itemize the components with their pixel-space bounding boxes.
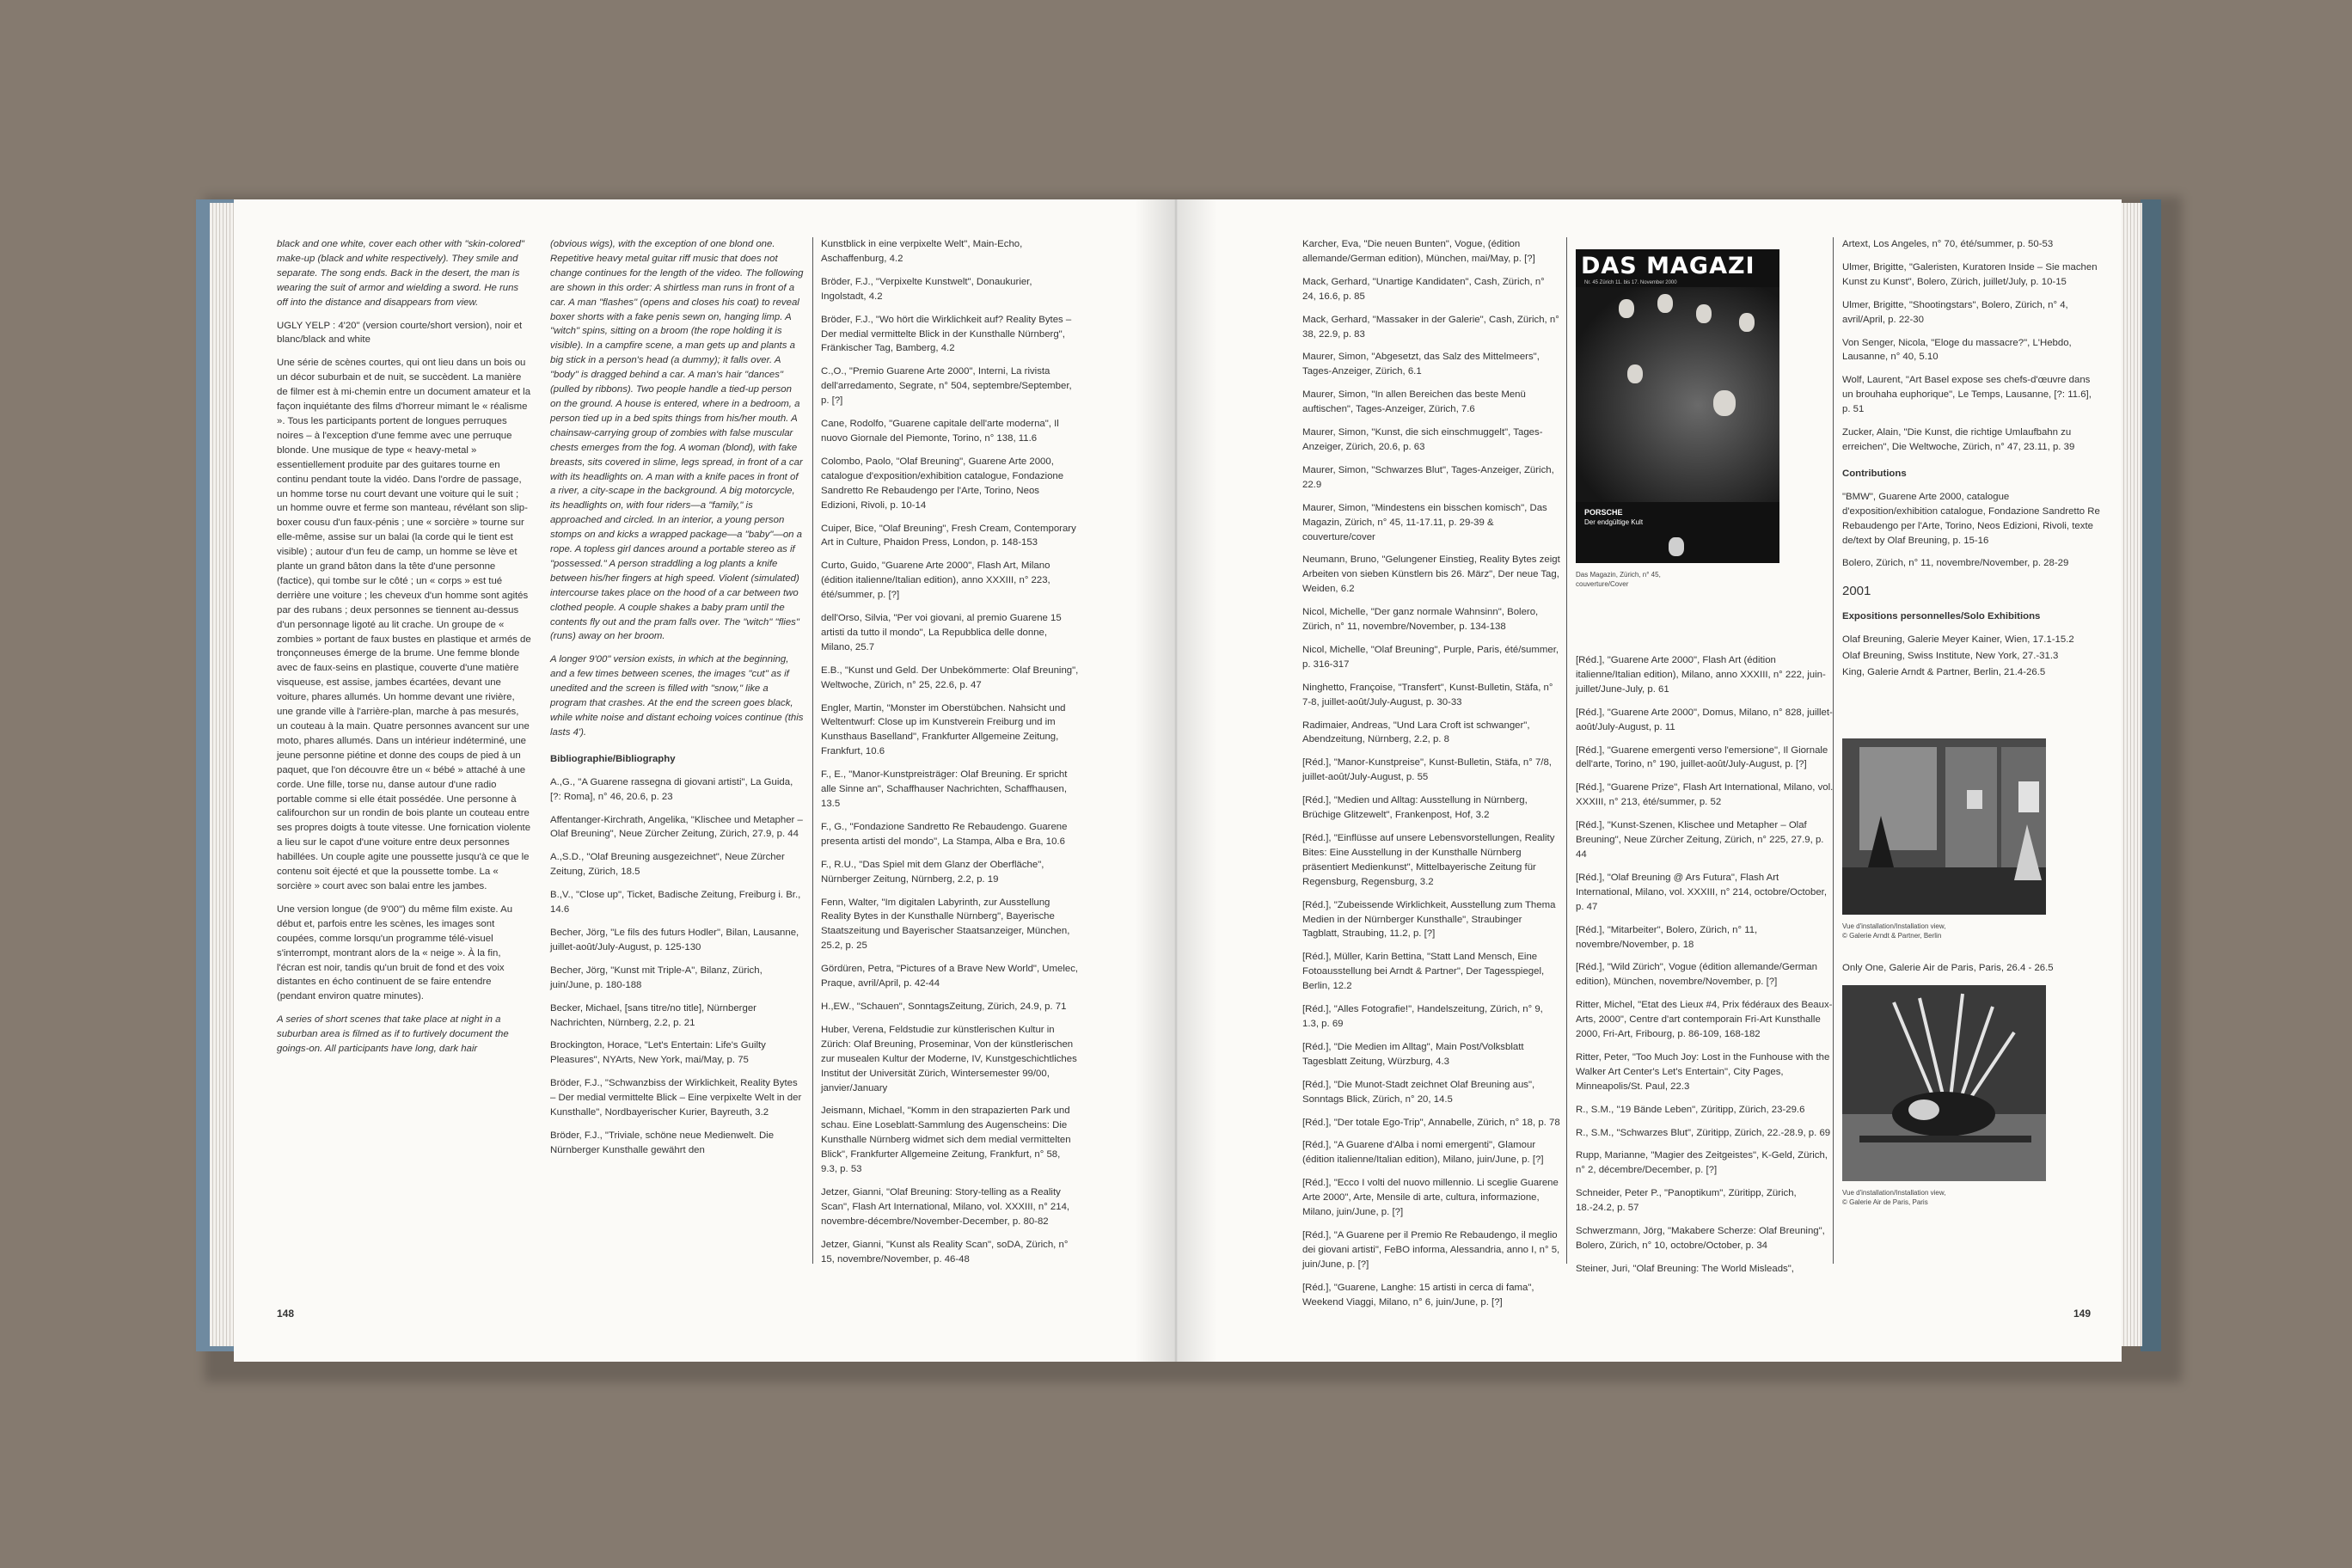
bib-entry: Engler, Martin, "Monster im Oberstübchen. Nahsicht und Weltentwurf: Close up im Kunstverein Freiburg und im Kunsthaus Baselland", Frankfurter Allgemeine Zeitung, Frankfurt, 10.6 bbox=[821, 702, 1066, 757]
book-gutter bbox=[1135, 199, 1217, 1362]
bib-entry: C.,O., "Premio Guarene Arte 2000", Interni, La rivista dell'arredamento, Segrate, n° 504, septembre/September, p. [?] bbox=[821, 366, 1072, 407]
bib-entry: [Réd.], "Kunst-Szenen, Klischee und Metapher – Olaf Breuning", Neue Zürcher Zeitung, Zürich, n° 225, 27.9, p. 44 bbox=[1576, 820, 1824, 860]
magazine-title: DAS MAGAZI bbox=[1581, 253, 1755, 279]
bib-entry: Becher, Jörg, "Kunst mit Triple-A", Bilanz, Zürich, juin/June, p. 180-188 bbox=[550, 965, 763, 990]
figure-face bbox=[1619, 299, 1634, 318]
bib-entry: Rupp, Marianne, "Magier des Zeitgeistes", K-Geld, Zürich, n° 2, décembre/December, p. [?] bbox=[1576, 1150, 1828, 1176]
bib-entry: Maurer, Simon, "Mindestens ein bisschen komisch", Das Magazin, Zürich, n° 45, 11-17.11, p. 29-39 & couverture/cover bbox=[1302, 502, 1547, 542]
bib-entry: [Réd.], "Einflüsse auf unsere Lebensvorstellungen, Reality Bites: Eine Ausstellung in der Kunsthalle Nürnberg präsentiert Medienkunst", Mittelbayerische Zeitung für Regensburg, Regensburg, 3.2 bbox=[1302, 833, 1555, 887]
bib-entry: Becher, Jörg, "Le fils des futurs Hodler", Bilan, Lausanne, juillet-août/July-August, p. 125-130 bbox=[550, 927, 799, 952]
bib-entry: Von Senger, Nicola, "Eloge du massacre?", L'Hebdo, Lausanne, n° 40, 5.10 bbox=[1842, 337, 2072, 363]
bib-entry: B.,V., "Close up", Ticket, Badische Zeitung, Freiburg i. Br., 14.6 bbox=[550, 890, 801, 916]
bib-entry: Becker, Michael, [sans titre/no title], Nürnberger Nachrichten, Nürnberg, 2.2, p. 21 bbox=[550, 1002, 756, 1028]
bib-entry: Ritter, Peter, "Too Much Joy: Lost in the Funhouse with the Walker Art Center's Let's Entertain", City Pages, Minneapolis/St. Paul, 22.3 bbox=[1576, 1051, 1830, 1092]
bib-entry: Nicol, Michelle, "Olaf Breuning", Purple, Paris, été/summer, p. 316-317 bbox=[1302, 644, 1559, 670]
section-heading: Contributions bbox=[1842, 468, 1907, 479]
bib-entry: Mack, Gerhard, "Massaker in der Galerie", Cash, Zürich, n° 38, 22.9, p. 83 bbox=[1302, 314, 1559, 340]
bib-entry: Ulmer, Brigitte, "Galeristen, Kuratoren Inside – Sie machen Kunst zu Kunst", Bolero, Zürich, juillet/July, p. 10-15 bbox=[1842, 261, 2098, 287]
magazine-photo bbox=[1576, 287, 1779, 502]
bib-entry: Schneider, Peter P., "Panoptikum", Züritipp, Zürich, 18.-24.2, p. 57 bbox=[1576, 1188, 1797, 1214]
bib-entry: A.,G., "A Guarene rassegna di giovani artisti", La Guida, [?: Roma], n° 46, 20.6, p. 23 bbox=[550, 776, 793, 802]
figure-face bbox=[1657, 294, 1673, 313]
installation-caption-1 bbox=[1842, 922, 2046, 940]
installation-photo-1 bbox=[1842, 738, 2046, 915]
caption-line: © Galerie Air de Paris, Paris bbox=[1842, 1198, 1928, 1206]
right-column-1 bbox=[1302, 237, 1560, 1308]
bib-entry: F., E., "Manor-Kunstpreisträger: Olaf Breuning. Er spricht alle Sinne an", Schaffhauser Nachrichten, Schaffhausen, 13.5 bbox=[821, 769, 1068, 809]
page-number-left: 148 bbox=[277, 1308, 295, 1320]
caption-line: couverture/Cover bbox=[1576, 580, 1629, 588]
bib-entry: Jetzer, Gianni, "Olaf Breuning: Story-telling as a Reality Scan", Flash Art International, Milano, vol. XXXIII, n° 214, novembre-décembre/November-December, p. 80-82 bbox=[821, 1186, 1070, 1227]
bib-entry: Maurer, Simon, "Kunst, die sich einschmuggelt", Tages-Anzeiger, Zürich, 20.6, p. 63 bbox=[1302, 427, 1543, 452]
bib-entry: Kunstblick in eine verpixelte Welt", Main-Echo, Aschaffenburg, 4.2 bbox=[821, 239, 1023, 264]
paragraph: (obvious wigs), with the exception of one blond one. Repetitive heavy metal guitar riff music that does not change continues for the length of the video. The following are shown in this order: A shirtless man runs in front of a car. A man "flashes" (opens and closes his coat) to reveal boxer shorts with a fake penis sewn on, hanging limp. A "witch" spins, sitting on a broom (the rope holding it is visible). In a campfire scene, a man gets up and plants a big stick in a person's head (a dummy); it falls over. A "body" is dragged behind a car. A man's hair "dances" (pulled by ribbons). Two people handle a tied-up person on the ground. A house is entered, where in a bedroom, a person tied up in a bed spits things from his/her mouth. A chainsaw-carrying group of zombies with false muscular chests emerges from the fog. A woman (blond), with fake breasts, sits covered in slime, legs spread, in front of a car with its headlights on. A man with a knife paces in front of a river, a city-scape in the background. A big motorcycle, its headlights on, with four riders—a "family," is approached and circled. In an interior, a young person stomps on and kicks a wrapped package—a "baby"—on a rope. A topless girl dances around a portable stereo as if "possessed." A person straddling a log plants a knife between his/her fingers at high speed. Violent (simulated) intercourse takes place on the hood of a car between two clothed people. A couple shakes a baby pram until the contents fly out and the pram falls over. The "witch" "flies" (runs) away on her broom. bbox=[550, 239, 804, 642]
bib-entry: Wolf, Laurent, "Art Basel expose ses chefs-d'œuvre dans un brouhaha euphorique", Le Temps, Lausanne, [?: 11.6], p. 51 bbox=[1842, 375, 2092, 415]
bib-entry: [Réd.], "Ecco I volti del nuovo millennio. Li sceglie Guarene Arte 2000", Arte, Mensile di arte, cultura, informazione, Milano, juin/June, p. [?] bbox=[1302, 1178, 1559, 1218]
bib-entry: Cane, Rodolfo, "Guarene capitale dell'arte moderna", Il nuovo Giornale del Piemonte, Torino, n° 138, 11.6 bbox=[821, 419, 1059, 444]
bib-entry: Karcher, Eva, "Die neuen Bunten", Vogue, (édition allemande/German edition), München, mai/May, p. [?] bbox=[1302, 239, 1535, 264]
bib-entry: Brockington, Horace, "Let's Entertain: Life's Guilty Pleasures", NYArts, New York, mai/May, p. 75 bbox=[550, 1040, 766, 1066]
magazine-headline-sub: Der endgültige Kult bbox=[1584, 518, 1644, 526]
bib-entry: Gördüren, Petra, "Pictures of a Brave New World", Umelec, Praque, avril/April, p. 42-44 bbox=[821, 964, 1079, 989]
page-number-right: 149 bbox=[2073, 1308, 2092, 1320]
bib-entry: Huber, Verena, Feldstudie zur künstlerischen Kultur in Zürich: Olaf Breuning, Proseminar, Von der künstlerischen zur musealen Kultur der Moderne, IV, Kunstgeschichtliches Institut der Universität Zürich, Wintersemester 99/00, janvier/January bbox=[821, 1024, 1077, 1093]
bib-entry: [Réd.], "Die Munot-Stadt zeichnet Olaf Breuning aus", Sonntags Blick, Zürich, n° 20, 14.5 bbox=[1302, 1079, 1535, 1105]
bib-entry: [Réd.], "Alles Fotografie!", Handelszeitung, Zürich, n° 9, 1.3, p. 69 bbox=[1302, 1004, 1543, 1029]
bib-entry: Steiner, Juri, "Olaf Breuning: The World Misleads", bbox=[1576, 1263, 1794, 1274]
figure-face bbox=[1739, 313, 1755, 332]
exhibition-entry: Olaf Breuning, Swiss Institute, New York, 27.-31.3 bbox=[1842, 651, 2059, 662]
exhibition-entry: Only One, Galerie Air de Paris, Paris, 26.4 - 26.5 bbox=[1842, 963, 2054, 973]
bib-entry: [Réd.], "Zubeissende Wirklichkeit, Ausstellung zum Thema Medien in der Nürnberger Kunsthalle", Straubinger Tagblatt, Straubing, 11.2, p. [?] bbox=[1302, 899, 1556, 940]
left-column-2 bbox=[550, 237, 805, 1312]
bib-entry: [Réd.], "Guarene Arte 2000", Flash Art (édition italienne/Italian edition), Milano, anno XXXIII, n° 222, juin-juillet/June-July, p. 61 bbox=[1576, 655, 1826, 695]
year-heading: 2001 bbox=[1842, 584, 1871, 599]
bib-entry: Schwerzmann, Jörg, "Makabere Scherze: Olaf Breuning", Bolero, Zürich, n° 10, octobre/October, p. 34 bbox=[1576, 1226, 1825, 1251]
bib-entry: Maurer, Simon, "In allen Bereichen das beste Menü auftischen", Tages-Anzeiger, Zürich, 7.6 bbox=[1302, 389, 1526, 415]
bib-entry: Affentanger-Kirchrath, Angelika, "Klischee und Metapher – Olaf Breuning", Neue Zürcher Zeitung, Zürich, 27.9, p. 44 bbox=[550, 814, 803, 840]
installation-caption-2 bbox=[1842, 1188, 2046, 1207]
caption-line: Das Magazin, Zürich, n° 45, bbox=[1576, 571, 1661, 579]
magazine-headline-title: PORSCHE bbox=[1584, 508, 1623, 517]
installation-photo-1-drawing bbox=[1842, 738, 2046, 915]
magazine-caption bbox=[1576, 570, 1779, 589]
bib-entry: Maurer, Simon, "Schwarzes Blut", Tages-Anzeiger, Zürich, 22.9 bbox=[1302, 464, 1554, 490]
porsche-logo-icon bbox=[1669, 537, 1684, 556]
magazine-cover-image bbox=[1576, 249, 1779, 563]
bib-entry: [Réd.], "Guarene emergenti verso l'emersione", Il Giornale dell'arte, Torino, n° 190, juillet-août/July-August, p. [?] bbox=[1576, 744, 1828, 770]
bib-entry: Fenn, Walter, "Im digitalen Labyrinth, zur Ausstellung Reality Bytes in der Kunsthalle Nürnberg", Bayerische Staatszeitung und Bayerischer Staatsanzeiger, München, 25.2, p. 25 bbox=[821, 897, 1070, 952]
bib-entry: Nicol, Michelle, "Der ganz normale Wahnsinn", Bolero, Zürich, n° 11, novembre/November, p. 134-138 bbox=[1302, 607, 1539, 633]
installation-photo-2-drawing bbox=[1842, 985, 2046, 1181]
bib-entry: Bröder, F.J., "Wo hört die Wirklichkeit auf? Reality Bytes – Der medial vermittelte Blick in der Kunsthalle Nürnberg", Fränkischer Tag, Bamberg, 4.2 bbox=[821, 314, 1072, 354]
bib-entry: Bröder, F.J., "Verpixelte Kunstwelt", Donaukurier, Ingolstadt, 4.2 bbox=[821, 276, 1032, 302]
installation-photo-2 bbox=[1842, 985, 2046, 1181]
contribution-entry: "BMW", Guarene Arte 2000, catalogue d'exposition/exhibition catalogue, Fondazione Sandretto Re Rebaudengo per l'Arte, Torino, Neos Edizioni, Rivoli, texte de/text by Olaf Breuning, p. 15-16 bbox=[1842, 491, 2100, 546]
bib-entry: Neumann, Bruno, "Gelungener Einstieg, Reality Bytes zeigt Arbeiten von sieben Künstlern bis 26. März", Der neue Tag, Weiden, 6.2 bbox=[1302, 554, 1560, 595]
bib-entry: Cuiper, Bice, "Olaf Breuning", Fresh Cream, Contemporary Art in Culture, Phaidon Press, London, p. 148-153 bbox=[821, 523, 1076, 548]
paragraph: A longer 9'00" version exists, in which at the beginning, and a few times between scenes, the images "cut" as if unedited and the screen is filled with "snow," like a program that crashes. At the end the screen goes black, while white noise and distant echoing voices continue (this lasts 4'). bbox=[550, 654, 804, 738]
bib-entry: A.,S.D., "Olaf Breuning ausgezeichnet", Neue Zürcher Zeitung, Zürich, 18.5 bbox=[550, 852, 785, 878]
bib-entry: [Réd.], "Der totale Ego-Trip", Annabelle, Zürich, n° 18, p. 78 bbox=[1302, 1117, 1560, 1128]
column-rule bbox=[1833, 237, 1834, 1264]
caption-line: Vue d'installation/Installation view, bbox=[1842, 922, 1946, 930]
bib-entry: Zucker, Alain, "Die Kunst, die richtige Umlaufbahn zu erreichen", Die Weltwoche, Zürich, n° 47, 23.11, p. 39 bbox=[1842, 427, 2075, 452]
exhibition-entry: King, Galerie Arndt & Partner, Berlin, 21.4-26.5 bbox=[1842, 666, 2046, 677]
paragraph: Une version longue (de 9'00") du même film existe. Au début et, parfois entre les scènes, les images sont coupées, comme lorsqu'un programme télé-visuel s'interrompt, montrant alors de la « neige ». À la fin, l'écran est noir, tandis qu'un bruit de fond et des voix distantes en écho continuent de se faire entendre (pendant environ quatre minutes). bbox=[277, 903, 513, 1002]
left-column-1 bbox=[277, 237, 531, 1312]
bib-entry: R., S.M., "19 Bände Leben", Züritipp, Zürich, 23-29.6 bbox=[1576, 1104, 1805, 1115]
exhibition-entry: Olaf Breuning, Galerie Meyer Kainer, Wien, 17.1-15.2 bbox=[1842, 634, 2074, 646]
bib-entry: [Réd.], "Olaf Breuning @ Ars Futura", Flash Art International, Milano, vol. XXXIII, n° 214, octobre/October, p. 47 bbox=[1576, 872, 1828, 912]
bib-entry: Colombo, Paolo, "Olaf Breuning", Guarene Arte 2000, catalogue d'exposition/exhibition catalogue, Fondazione Sandretto Re Rebaudengo per l'Arte, Torino, Neos Edizioni, Rivoli, p. 10-14 bbox=[821, 456, 1064, 511]
paragraph: UGLY YELP : 4'20" (version courte/short version), noir et blanc/black and white bbox=[277, 320, 523, 346]
bib-entry: Ninghetto, Françoise, "Transfert", Kunst-Bulletin, Stäfa, n° 7-8, juillet-août/July-August, p. 30-33 bbox=[1302, 682, 1553, 707]
right-column-2 bbox=[1576, 653, 1834, 1272]
bib-entry: Jeismann, Michael, "Komm in den strapazierten Park und schau. Eine Loseblatt-Sammlung des Augenscheins: Die Kunsthalle Nürnberg widmet sich dem medial vermittelten Blick", Frankfurter Allgemeine Zeitung, Frankfurt, n° 58, 9.3, p. 53 bbox=[821, 1106, 1071, 1175]
bib-entry: Curto, Guido, "Guarene Arte 2000", Flash Art, Milano (édition italienne/Italian edition), anno XXXIII, n° 223, été/summer, p. [?] bbox=[821, 560, 1050, 601]
paragraph: Une série de scènes courtes, qui ont lieu dans un bois ou un décor suburbain et de nuit, se succèdent. La manière de filmer est à mi-chemin entre un document amateur et la façon inquiétante des films d'horreur mimant le « réalisme ». Tous les participants portent de longues perruques noires – à l'exception d'une femme avec une perruque blonde. Une musique de type « heavy-metal » essentiellement produite par des guitares tourne en continu pendant toute la vidéo. Dans l'ordre de passage, un homme torse nu court devant une voiture qui le suit ; un homme ouvre et ferme son manteau, révélant son slip-boxer cousu d'un faux-pénis ; une « sorcière » tourne sur elle-même, assise sur un balai (la corde qui le tient est visible) ; autour d'un feu de camp, un homme se lève et plante un grand bâton dans la tête d'une personne (factice), qui tombe sur le côté ; un « corps » est tué derrière une voiture ; les cheveux d'un homme sont agités par des rubans ; deux personnes se tiennent au-dessus d'un personnage ligoté au lit crache. Un groupe de « zombies » portant de faux bustes en plastique et armés de tronçonneuses émerge de la brume. Une femme blonde avec de faux-seins en plastique, couverte d'une matière visqueuse, est assise, jambes écartées, devant une voiture, phares allumés. Un homme devant une rivière, une grande ville à l'arrière-plan, marche à pas mesurés, un couteau à la main. Quatre personnes avancent sur une moto, phares allumés. Dans un intérieur indéterminé, une jeune personne piétine et donne des coups de pied à un paquet, que l'on découvre être un « bébé » attaché à une corde. Une fille, torse nu, danse autour d'une radio portable comme si elle était possédée. Une personne à califourchon sur un rondin de bois plante un couteau entre ses propres doigts à toute vitesse. Une fornication violente a lieu sur le capot d'une voiture entre deux personnes habillées. Un couple agite une poussette jusqu'à ce que le contenu soit éjecté et que la poussette tombe. La « sorcière » court avec son balai entre les jambes. bbox=[277, 358, 531, 891]
section-heading: Bibliographie/Bibliography bbox=[550, 753, 676, 764]
bib-entry: [Réd.], "Die Medien im Alltag", Main Post/Volksblatt Tagesblatt Zeitung, Würzburg, 4.3 bbox=[1302, 1041, 1524, 1067]
bib-entry: [Réd.], "Manor-Kunstpreise", Kunst-Bulletin, Stäfa, n° 7/8, juillet-août/July-August, p. 55 bbox=[1302, 757, 1552, 783]
bib-entry: [Réd.], Müller, Karin Bettina, "Statt Land Mensch, Eine Fotoausstellung bei Arndt & Partner", Der Tagesspiegel, Berlin, 12.2 bbox=[1302, 952, 1545, 992]
magazine-subtitle: Nr. 45 Zürich 11. bis 17. November 2000 bbox=[1584, 280, 1677, 285]
figure-face bbox=[1627, 364, 1643, 383]
bib-entry: [Réd.], "Medien und Alltag: Ausstellung in Nürnberg, Brüchige Glitzewelt", Frankenpost, Hof, 3.2 bbox=[1302, 795, 1528, 821]
bib-entry: H.,EW., "Schauen", SonntagsZeitung, Zürich, 24.9, p. 71 bbox=[821, 1001, 1067, 1012]
bib-entry: Ritter, Michel, "Etat des Lieux #4, Prix fédéraux des Beaux-Arts, 2000", Centre d'art contemporain Fri-Art Kunsthalle 2000, Fri-Art, Fribourg, p. 86-109, 168-182 bbox=[1576, 1000, 1833, 1040]
section-heading: Expositions personnelles/Solo Exhibitions bbox=[1842, 611, 2041, 622]
column-rule bbox=[1566, 237, 1567, 1264]
bib-entry: Artext, Los Angeles, n° 70, été/summer, p. 50-53 bbox=[1842, 239, 2054, 249]
figure-face bbox=[1713, 390, 1736, 416]
right-column-3 bbox=[1842, 237, 2100, 736]
bib-entry: [Réd.], "A Guarene per il Premio Re Rebaudengo, il meglio dei giovani artisti", FeBO informa, Alessandria, anno I, n° 5, juin/June, p. [?] bbox=[1302, 1229, 1560, 1270]
left-column-3 bbox=[821, 237, 1079, 1269]
bib-entry: Ulmer, Brigitte, "Shootingstars", Bolero, Zürich, n° 4, avril/April, p. 22-30 bbox=[1842, 299, 2068, 325]
caption-line: © Galerie Arndt & Partner, Berlin bbox=[1842, 932, 1942, 940]
bib-entry: Radimaier, Andreas, "Und Lara Croft ist schwanger", Abendzeitung, Nürnberg, 2.2, p. 8 bbox=[1302, 720, 1530, 745]
bib-entry: [Réd.], "Mitarbeiter", Bolero, Zürich, n° 11, novembre/November, p. 18 bbox=[1576, 924, 1758, 950]
caption-line: Vue d'installation/Installation view, bbox=[1842, 1189, 1946, 1197]
bib-entry: [Réd.], "Guarene, Langhe: 15 artisti in cerca di fama", Weekend Viaggi, Milano, n° 6, juin/June, p. [?] bbox=[1302, 1282, 1534, 1308]
bib-entry: dell'Orso, Silvia, "Per voi giovani, al premio Guarene 15 artisti da tutto il mondo", La Repubblica delle donne, Milano, 25.7 bbox=[821, 613, 1062, 652]
exhibition-entry-only-one bbox=[1842, 961, 2100, 978]
column-rule bbox=[812, 237, 813, 1264]
magazine-headline bbox=[1584, 507, 1643, 528]
bib-entry: [Réd.], "Guarene Prize", Flash Art International, Milano, vol. XXXIII, n° 213, été/summer, p. 52 bbox=[1576, 782, 1834, 808]
bib-entry: Jetzer, Gianni, "Kunst als Reality Scan", soDA, Zürich, n° 15, novembre/November, p. 46-48 bbox=[821, 1239, 1069, 1265]
bib-entry: Maurer, Simon, "Abgesetzt, das Salz des Mittelmeers", Tages-Anzeiger, Zürich, 6.1 bbox=[1302, 352, 1540, 377]
bib-entry: [Réd.], "Wild Zürich", Vogue (édition allemande/German edition), München, novembre/November, p. [?] bbox=[1576, 962, 1817, 988]
bib-entry: R., S.M., "Schwarzes Blut", Züritipp, Zürich, 22.-28.9, p. 69 bbox=[1576, 1127, 1831, 1138]
book-cover-right bbox=[2141, 199, 2161, 1351]
bib-entry: Bröder, F.J., "Triviale, schöne neue Medienwelt. Die Nürnberger Kunsthalle gewährt den bbox=[550, 1130, 775, 1155]
paragraph: A series of short scenes that take place at night in a suburban area is filmed as if to furtively document the goings-on. All participants have long, dark hair bbox=[277, 1014, 509, 1055]
figure-face bbox=[1696, 304, 1712, 323]
bib-entry: [Réd.], "A Guarene d'Alba i nomi emergenti", Glamour (édition italienne/Italian edition), Milano, juin/June, p. [?] bbox=[1302, 1140, 1544, 1166]
paragraph: black and one white, cover each other with "skin-colored" make-up (black and white respectively). They smile and separate. The song ends. Back in the desert, the man is wearing the suit of armor and wielding a sword. He runs off into the distance and disappears from view. bbox=[277, 239, 524, 308]
bib-entry: E.B., "Kunst und Geld. Der Unbekömmerte: Olaf Breuning", Weltwoche, Zürich, n° 25, 22.6, p. 47 bbox=[821, 665, 1079, 690]
contribution-entry: Bolero, Zürich, n° 11, novembre/November, p. 28-29 bbox=[1842, 558, 2069, 569]
bib-entry: F., R.U., "Das Spiel mit dem Glanz der Oberfläche", Nürnberger Zeitung, Nürnberg, 2.2, p. 19 bbox=[821, 859, 1044, 885]
bib-entry: F., G., "Fondazione Sandretto Re Rebaudengo. Guarene presenta artisti del mondo", La Stampa, Alba e Bra, 10.6 bbox=[821, 821, 1068, 847]
bib-entry: Mack, Gerhard, "Unartige Kandidaten", Cash, Zürich, n° 24, 16.6, p. 85 bbox=[1302, 276, 1545, 302]
bib-entry: [Réd.], "Guarene Arte 2000", Domus, Milano, n° 828, juillet-août/July-August, p. 11 bbox=[1576, 707, 1833, 732]
bib-entry: Bröder, F.J., "Schwanzbiss der Wirklichkeit, Reality Bytes – Der medial vermittelte Blick – Eine verpixelte Welt in der Kunsthalle", Nordbayerischer Kurier, Bayreuth, 3.2 bbox=[550, 1078, 802, 1118]
